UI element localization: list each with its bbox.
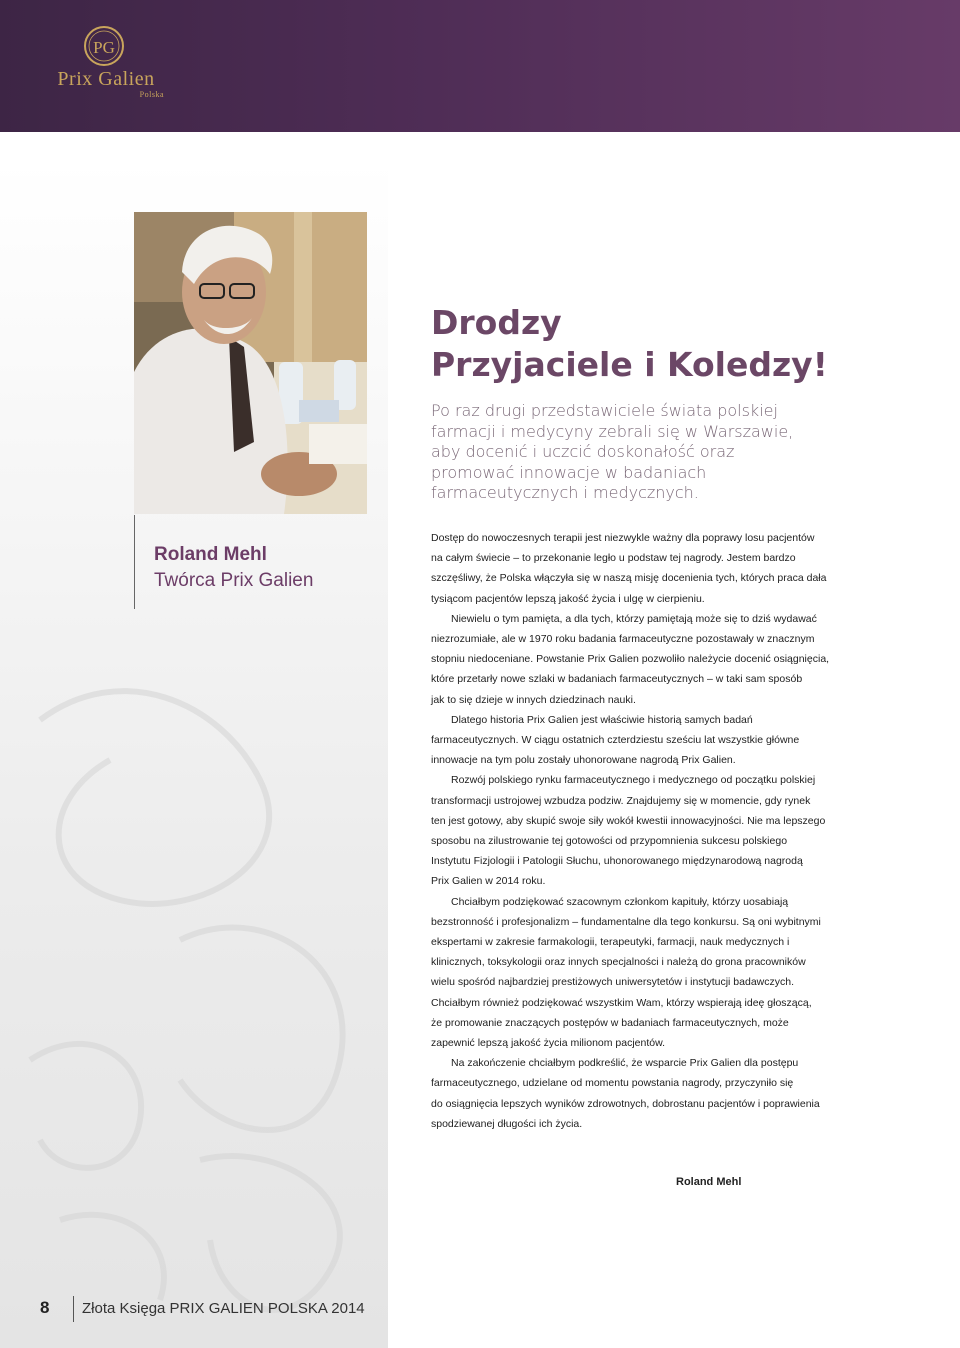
body-line: tysiącom pacjentów lepszą jakość życia i ulgę w cierpieniu.: [431, 592, 705, 605]
intro-line: promować innowacje w badaniach: [431, 462, 707, 482]
intro-line: farmacji i medycyny zebrali się w Warszawie,: [431, 421, 794, 441]
body-line: transformacji ustrojowej wzbudza podziw. Znajdujemy się w momencie, gdy rynek: [431, 794, 811, 807]
logo-monogram: PG: [93, 38, 115, 57]
body-line: do osiągnięcia lepszych wyników zdrowotnych, dobrostanu pacjentów i poprawienia: [431, 1097, 820, 1110]
body-line: Chciałbym podziękować szacownym członkom kapituły, którzy uosabiają: [451, 895, 789, 908]
body-line: Prix Galien w 2014 roku.: [431, 875, 546, 888]
body-line: innowacje na tym polu zostały uhonorowane nagrodą Prix Galien.: [431, 754, 736, 767]
intro-line: aby docenić i uczcić doskonałość oraz: [431, 442, 735, 461]
title-line: Drodzy: [431, 303, 562, 342]
intro-paragraph: [431, 401, 794, 504]
body-line: Dostęp do nowoczesnych terapii jest niezwykle ważny dla poprawy losu pacjentów: [431, 532, 815, 544]
prix-galien-logo: [44, 24, 168, 104]
author-role: Twórca Prix Galien: [154, 570, 314, 591]
body-line: które przetarły nowe szlaki w badaniach farmaceutycznych – w taki sam sposób: [431, 673, 803, 686]
body-line: jak to się dzieje w innych dziedzinach nauki.: [431, 693, 636, 706]
body-line: Dlatego historia Prix Galien jest właściwie historią samych badań: [451, 713, 753, 726]
page-number: 8: [40, 1298, 50, 1317]
footer-divider: [73, 1296, 74, 1322]
body-line: szczęśliwy, że Polska włączyła się w naszą misję docenienia tych, których praca dała: [431, 572, 827, 585]
profile-divider: [134, 515, 135, 609]
title-line: Przyjaciele i Koledzy!: [431, 345, 828, 384]
logo-subtitle: Polska: [139, 90, 164, 99]
body-line: Niewielu o tym pamięta, a dla tych, którzy pamiętają może się to dziś wydawać: [451, 612, 817, 625]
body-line: że promowanie znaczących postępów w badaniach farmaceutycznych, może: [431, 1016, 789, 1029]
body-line: spodziewanej długości ich życia.: [431, 1117, 583, 1130]
page-title: [431, 302, 931, 386]
body-line: bezstronność i profesjonalizm – fundamentalne dla tego konkursu. Są oni wybitnymi: [431, 915, 821, 928]
footer-title: Złota Księga PRIX GALIEN POLSKA 2014: [82, 1300, 365, 1317]
body-line: klinicznych, toksykologii oraz innych specjalności i należą do grona pracowników: [431, 956, 806, 969]
author-name: Roland Mehl: [154, 544, 267, 565]
signature: Roland Mehl: [676, 1176, 742, 1188]
body-line: zapewnić lepszą jakość życia milionom pacjentów.: [431, 1037, 666, 1050]
portrait-photo: [134, 212, 367, 514]
letter-body: [431, 528, 830, 1134]
intro-line: farmaceutycznych i medycznych.: [431, 483, 699, 502]
intro-line: Po raz drugi przedstawiciele świata polskiej: [431, 401, 778, 420]
body-line: stopniu niedoceniane. Powstanie Prix Galien pozwoliło należycie docenić osiągnięcia,: [431, 653, 830, 666]
body-line: na całym świecie – to przekonanie legło u podstaw tej nagrody. Jestem bardzo: [431, 552, 796, 565]
logo-title: Prix Galien: [57, 68, 155, 90]
pg-monogram-icon: [80, 24, 128, 72]
body-line: niezrozumiałe, ale w 1970 roku badania farmaceutyczne pozostawały w znacznym: [431, 633, 815, 646]
body-line: ekspertami w zakresie farmakologii, terapeutyki, farmacji, nauk medycznych i: [431, 936, 790, 949]
body-line: farmaceutycznych. W ciągu ostatnich czterdziestu sześciu lat wszystkie główne: [431, 734, 800, 747]
body-line: Na zakończenie chciałbym podkreślić, że wsparcie Prix Galien dla postępu: [451, 1057, 799, 1070]
body-line: farmaceutycznego, udzielane od momentu powstania nagrody, przyczyniło się: [431, 1077, 794, 1090]
body-line: Rozwój polskiego rynku farmaceutycznego i medycznego od początku polskiej: [451, 774, 816, 787]
header-banner: [0, 0, 960, 132]
body-line: ten jest gotowy, aby skupić swoje siły wokół kwestii innowacyjności. Nie ma lepszego: [431, 814, 826, 827]
body-line: Instytutu Fizjologii i Patologii Słuchu, uhonorowanego międzynarodową nagrodą: [431, 855, 803, 868]
body-line: sposobu na zilustrowanie tej gotowości od przypomnienia sukcesu polskiego: [431, 835, 788, 848]
body-line: wielu spośród najbardziej prestiżowych uniwersytetów i instytucji badawczych.: [431, 976, 794, 989]
body-line: Chciałbym również podziękować wszystkim Wam, którzy wspierają ideę głoszącą,: [431, 996, 812, 1009]
